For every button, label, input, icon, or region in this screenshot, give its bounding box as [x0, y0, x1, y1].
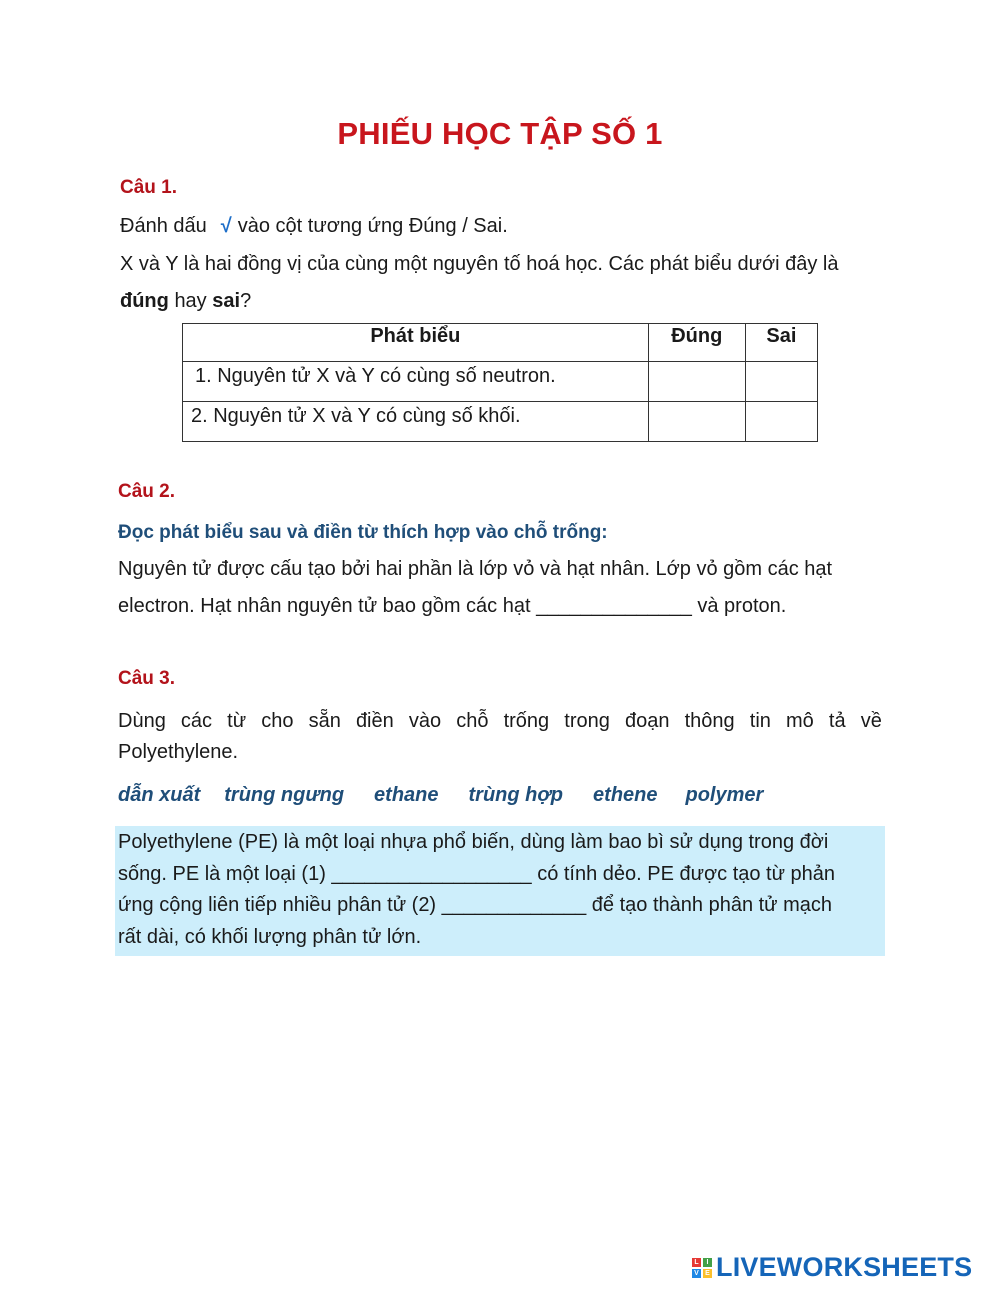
table-header-row: [183, 324, 818, 362]
intro-word: các: [180, 710, 213, 732]
intro-word: đoạn: [624, 710, 670, 732]
word-bank-item[interactable]: trùng hợp: [468, 784, 564, 806]
intro-word: điền: [355, 710, 394, 732]
prompt-or: hay: [174, 290, 207, 312]
question-2-blank[interactable]: [560, 592, 730, 618]
word-bank: [118, 784, 763, 807]
true-false-table: [182, 323, 818, 442]
question-1-prompt-line1: X và Y là hai đồng vị của cùng một nguyên tố hoá học. Các phát biểu dưới đây là: [120, 253, 839, 275]
passage-line-2: sống. PE là một loại (1) __________________ có tính dẻo. PE được tạo từ phản: [118, 863, 836, 885]
intro-word: từ: [227, 710, 247, 732]
table-row: [183, 402, 818, 442]
question-3-label: Câu 3.: [118, 668, 176, 689]
passage-line-3: ứng cộng liên tiếp nhiều phân tử (2) _____________ để tạo thành phân tử mạch: [118, 894, 833, 916]
intro-word: tả: [828, 710, 846, 732]
question-3-intro-line1: [118, 709, 882, 733]
intro-word: sẵn: [308, 710, 341, 732]
intro-word: mô: [786, 710, 814, 732]
passage-line-4: rất dài, có khối lượng phân tử lớn.: [118, 926, 422, 948]
question-1-prompt-line2: [120, 289, 251, 313]
table-row: [183, 362, 818, 402]
intro-word: trống: [503, 710, 550, 732]
checkmark-icon: √: [220, 215, 232, 237]
header-true: Đúng: [648, 324, 745, 362]
header-false: Sai: [745, 324, 817, 362]
intro-word: tin: [749, 710, 771, 732]
question-2-line2: electron. Hạt nhân nguyên tử bao gồm các hạt ______________ và proton.: [118, 595, 787, 617]
statement-2-false-cell[interactable]: [745, 402, 817, 442]
question-2-label: Câu 2.: [118, 481, 176, 502]
header-statement: Phát biểu: [183, 324, 649, 362]
statement-1-false-cell[interactable]: [745, 362, 817, 402]
question-1-label: Câu 1.: [120, 177, 178, 198]
statement-1: 1. Nguyên tử X và Y có cùng số neutron.: [183, 362, 649, 402]
word-bank-item[interactable]: polymer: [685, 784, 764, 806]
intro-word: cho: [261, 710, 294, 732]
question-2-subheading: Đọc phát biểu sau và điền từ thích hợp vào chỗ trống:: [118, 522, 608, 543]
question-3-intro-line2: Polyethylene.: [118, 741, 239, 763]
word-bank-item[interactable]: trùng ngưng: [224, 784, 345, 806]
page-title: PHIẾU HỌC TẬP SỐ 1: [337, 116, 663, 151]
logo-letter: E: [703, 1269, 712, 1278]
word-bank-item[interactable]: ethene: [593, 784, 658, 806]
passage-line-1: Polyethylene (PE) là một loại nhựa phổ biến, dùng làm bao bì sử dụng trong đời: [118, 831, 829, 853]
liveworksheets-logo: [692, 1252, 972, 1283]
intro-word: về: [860, 710, 882, 732]
statement-2: 2. Nguyên tử X và Y có cùng số khối.: [183, 402, 649, 442]
intro-word: trong: [564, 710, 610, 732]
logo-text: LIVEWORKSHEETS: [716, 1252, 973, 1282]
question-2-line1: Nguyên tử được cấu tạo bởi hai phần là lớp vỏ và hạt nhân. Lớp vỏ gồm các hạt: [118, 558, 833, 580]
question-1-instruction: [120, 214, 508, 238]
prompt-bold-true: đúng: [120, 290, 169, 312]
intro-word: vào: [408, 710, 442, 732]
instruction-suffix: vào cột tương ứng Đúng / Sai.: [237, 215, 508, 237]
passage-blank-2[interactable]: [460, 892, 620, 918]
intro-word: Dùng: [118, 710, 166, 732]
logo-letter: L: [692, 1258, 701, 1267]
logo-mark-icon: [692, 1258, 712, 1278]
prompt-bold-false: sai: [212, 290, 241, 312]
statement-1-true-cell[interactable]: [648, 362, 745, 402]
passage-blank-1[interactable]: [345, 861, 560, 887]
logo-letter: V: [692, 1269, 701, 1278]
word-bank-item[interactable]: dẫn xuất: [118, 784, 201, 806]
intro-word: thông: [684, 710, 735, 732]
statement-2-true-cell[interactable]: [648, 402, 745, 442]
logo-letter: I: [703, 1258, 712, 1267]
prompt-end: ?: [240, 290, 252, 312]
word-bank-item[interactable]: ethane: [374, 784, 439, 806]
instruction-prefix: Đánh dấu: [120, 215, 207, 237]
passage-box: [115, 826, 885, 956]
intro-word: chỗ: [456, 710, 489, 732]
